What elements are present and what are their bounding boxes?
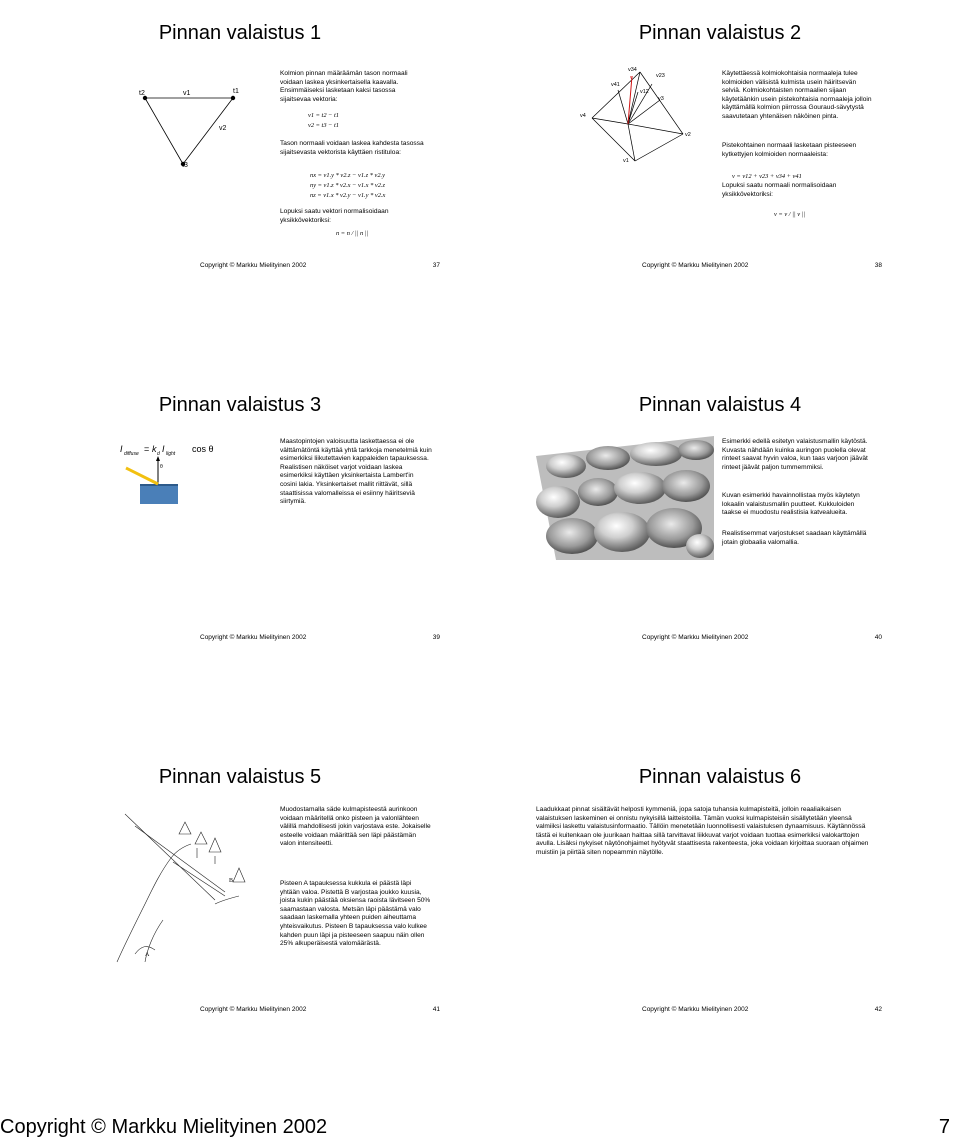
svg-text:I: I [162, 444, 165, 454]
svg-text:diffuse: diffuse [124, 451, 139, 457]
slide-number: 39 [432, 634, 440, 641]
copyright-text: Copyright © Markku Mielityinen 2002 [642, 1006, 749, 1013]
terrain-render [536, 436, 714, 560]
slide-title: Pinnan valaistus 2 [638, 22, 802, 44]
label-t1: t1 [233, 88, 239, 95]
label-t2: t2 [139, 90, 145, 97]
slide-title: Pinnan valaistus 3 [158, 394, 322, 416]
svg-text:k: k [152, 444, 157, 454]
paragraph-2: Pistekohtainen normaali lasketaan pisteeseen kytkettyjen kolmioiden normaaleista: [722, 142, 857, 158]
equation-v1: v1 = t2 − t1 [308, 112, 339, 119]
copyright-text: Copyright © Markku Mielityinen 2002 [200, 1006, 307, 1013]
paragraph-2: Kuvan esimerkki havainnollistaa myös käytetyn lokaalin valaistusmallin puutteet. Kukkuloiden taakse ei muodostu realistisia katvealueita. [722, 492, 860, 517]
vertex-normal-diagram [580, 62, 720, 172]
paragraph-1: Muodostamalla säde kulmapisteestä aurinkoon voidaan määritellä onko pisteen ja valonlähteen välillä mahdollisesti jokin varjostava este. Jokaiselle esteelle voidaan määrittää sen läpi päästämän valon intensiteetti. [280, 806, 431, 848]
slide-39 [0, 372, 480, 742]
paragraph-3: Realistisemmat varjostukset saadaan käyttämällä jotain globaalia valomallia. [722, 530, 867, 546]
paragraph-1: Maastopintojen valoisuutta laskettaessa ei ole välttämätöntä käyttää yhtä tarkkoja menetelmiä kuin esimerkiksi liikutettavien kappaleiden tapauksessa. Realistisen näköiset varjot voidaan laskea esimerkiksi käyttäen yksinkertaista Lambert'in cosini lakia. Yksinkertaiset mallit riittävät, sillä staattisissa valomalleissa ei esiinny häiritseviä siirtymiä. [280, 438, 432, 506]
svg-text:d: d [157, 451, 160, 457]
page-number: 7 [938, 1116, 950, 1138]
slide-38 [480, 0, 960, 370]
slide-title: Pinnan valaistus 4 [638, 394, 802, 416]
triangle-diagram [130, 84, 260, 174]
equation-v2: v2 = t3 − t1 [308, 122, 339, 129]
copyright-text: Copyright © Markku Mielityinen 2002 [642, 262, 749, 269]
slide-40 [480, 372, 960, 742]
equation-sum: v = v12 + v23 + v34 + v41 [732, 173, 802, 180]
label-v4: v4 [580, 113, 586, 119]
svg-text:I: I [120, 444, 123, 454]
slide-number: 40 [874, 634, 882, 641]
slide-title: Pinnan valaistus 5 [158, 766, 322, 788]
label-t3: t3 [182, 162, 188, 169]
copyright-text: Copyright © Markku Mielityinen 2002 [200, 262, 307, 269]
label-v1: v1 [183, 90, 191, 97]
shadow-ray-sketch [115, 804, 255, 964]
svg-text:light: light [166, 451, 176, 457]
slide-title: Pinnan valaistus 1 [158, 22, 322, 44]
label-point-a: A [145, 952, 150, 958]
equation-ny: ny = v1.z * v2.x − v1.x * v2.z [310, 182, 385, 189]
paragraph-2: Pisteen A tapauksessa kukkula ei päästä läpi yhtään valoa. Pistettä B varjostaa joukko kuusia, joista kukin päästää oksiensa raoista lävitseen 50% saamastaan valosta. Metsän läpi päästämä valo saadaan laskemalla yhteen puiden aiheuttama yhteisvaikutus. Pisteen B tapauksessa valo kulkee kahden puun läpi ja pisteeseen saapuu näin ollen 25% alkuperäisestä valomäärästä. [280, 880, 431, 948]
equation-nz: nz = v1.x * v2.y − v1.y * v2.x [310, 192, 386, 199]
slide-41 [0, 744, 480, 1114]
equation-nx: nx = v1.y * v2.z − v1.z * v2.y [310, 172, 385, 179]
label-v34: v34 [628, 67, 637, 73]
paragraph-3: Lopuksi saatu vektori normalisoidaan yksikkövektoriksi: [280, 208, 389, 224]
slide-number: 38 [874, 262, 882, 269]
slide-number: 41 [432, 1006, 440, 1013]
label-v41: v41 [611, 82, 620, 88]
lambert-illustration [118, 436, 230, 506]
slide-42 [480, 744, 960, 1114]
label-v23: v23 [656, 73, 665, 79]
equation-normalize: v = v / || v || [774, 211, 806, 218]
paragraph-1: Laadukkaat pinnat sisältävät helposti kymmeniä, jopa satoja tuhansia kulmapisteitä, jolloin reaaliaikaisen valaistuksen laskeminen ei onnistu nykyisillä laitteistoilla. Tämän vuoksi kulmapisteisiin sisällytetään yleensä valmiiksi laskettu valaistusinformaatio. Tällöin menetetään luonnollisesti valaistuksen dynaamisuus. Käytännössä tästä ei kuitenkaan ole juurikaan haittaa sillä tarvittavat liikkuvat varjot voidaan tuottaa esimerkiksi valokarttojen avulla. Lisäksi nykyiset näytönohjaimet hyötyvät staattisesta rakenteesta, joka voidaan kirjoittaa suoraan ohjaimen muistiin ja piirtää siten nopeammin näytölle. [536, 806, 869, 856]
label-v2: v2 [219, 125, 227, 132]
slide-37 [0, 0, 480, 370]
label-v2: v2 [685, 132, 691, 138]
page-copyright: Copyright © Markku Mielityinen 2002 [0, 1116, 328, 1138]
paragraph-2: Tason normaali voidaan laskea kahdesta tasossa sijaitsevasta vektorista käyttäen ristituloa: [280, 140, 424, 156]
paragraph-3: Lopuksi saatu normaali normalisoidaan yksikkövektoriksi: [722, 182, 837, 198]
equation-normalize: n = n / || n || [336, 230, 369, 237]
label-v12: v12 [640, 89, 649, 95]
label-v: v [630, 75, 633, 81]
label-v3: v3 [658, 96, 664, 102]
svg-text:cos θ: cos θ [192, 444, 214, 454]
slide-title: Pinnan valaistus 6 [638, 766, 802, 788]
slide-number: 37 [432, 262, 440, 269]
copyright-text: Copyright © Markku Mielityinen 2002 [200, 634, 307, 641]
paragraph-1: Esimerkki edellä esitetyn valaistusmallin käytöstä. Kuvasta nähdään kuinka auringon puolella olevat rinteet saavat hyvin valoa, kun taas varjoon jäävät rinteet jäävät paljon tummemmiksi. [722, 438, 868, 471]
svg-text:=: = [144, 444, 150, 454]
label-point-b: B [229, 878, 234, 884]
slide-number: 42 [874, 1006, 882, 1013]
svg-text:θ: θ [160, 464, 163, 470]
copyright-text: Copyright © Markku Mielityinen 2002 [642, 634, 749, 641]
label-v1: v1 [623, 158, 629, 164]
paragraph-1: Kolmion pinnan määräämän tason normaali voidaan laskea yksinkertaisella kaavalla. Ensimmäiseksi lasketaan kaksi tasossa sijaitsevaa vektoria: [280, 70, 408, 103]
paragraph-1: Käytettäessä kolmiokohtaisia normaaleja tulee kolmioiden välisistä kulmista usein häiritsevän selviä. Kolmiokohtaisten normaalien sijaan käytetäänkin usein pistekohtaisia normaaleja jolloin käyttämällä kolmion piirrossa Gouraud-sävytystä saavutetaan yhtenäisen näköinen pinta. [722, 70, 872, 120]
